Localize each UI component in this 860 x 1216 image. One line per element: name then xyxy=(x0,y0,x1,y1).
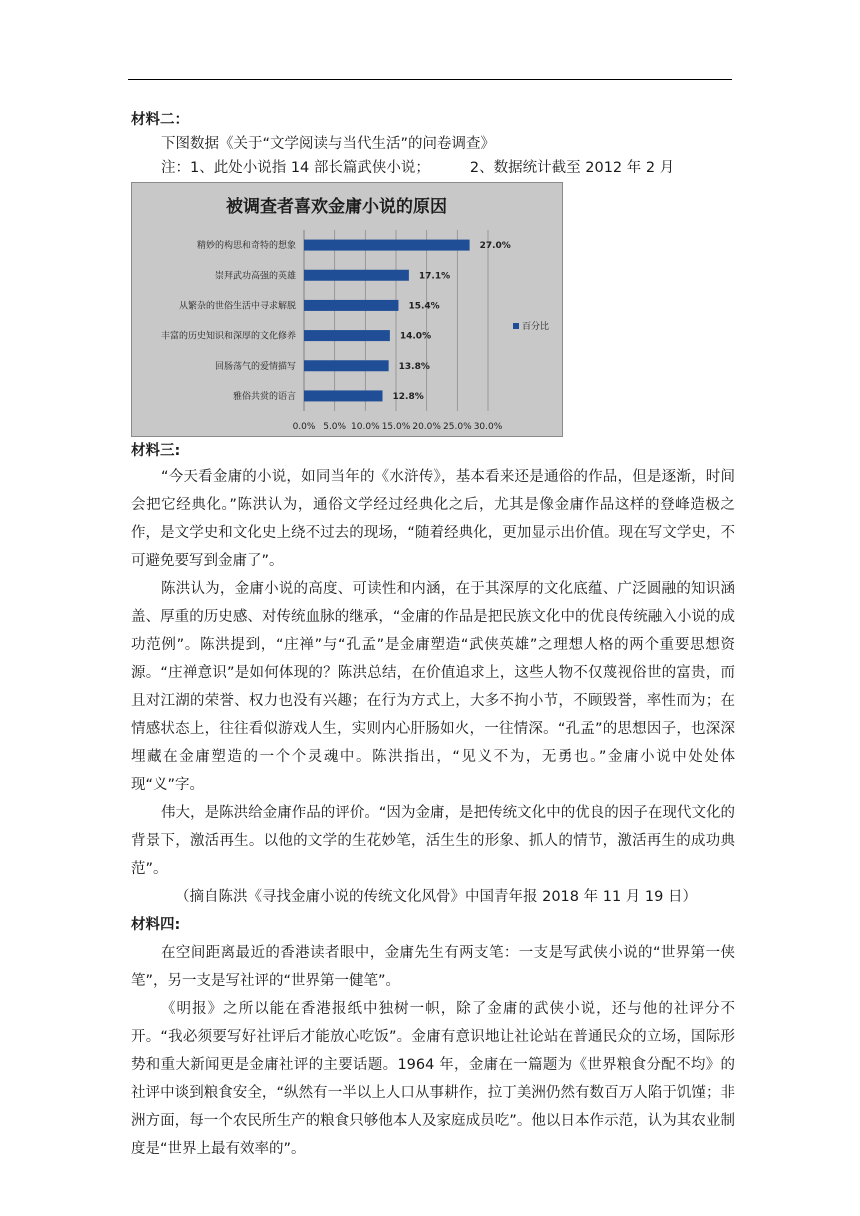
survey-chart xyxy=(131,182,563,437)
chart-x-tick-label: 15.0% xyxy=(381,422,411,432)
material2-heading: 材料二： xyxy=(131,112,189,128)
chart-category-label: 精妙的构思和奇特的想象 xyxy=(196,241,296,252)
chart-x-tick-label: 25.0% xyxy=(443,422,472,432)
legend-label: 百分比 xyxy=(522,322,550,332)
chart-category-label: 崇拜武功高强的英雄 xyxy=(214,271,296,282)
chart-bar xyxy=(304,390,383,401)
material2-intro: 下图数据《关于“文学阅读与当代生活”的问卷调查》 xyxy=(161,136,496,152)
chart-gridlines xyxy=(304,230,488,411)
material4-paragraph-1: 在空间距离最近的香港读者眼中，金庸先生有两支笔：一支是写武侠小说的“世界第一侠笔”，另一支是写社评的“世界第一健笔”。 xyxy=(131,945,735,989)
header-rule xyxy=(128,79,732,80)
material3-paragraph-1: “今天看金庸的小说，如同当年的《水浒传》，基本看来还是通俗的作品，但是逐渐，时间会把它经典化。”陈洪认为，通俗文学经过经典化之后，尤其是像金庸作品这样的登峰造极之作，是文学史和文化史上绕不过去的现场，“随着经典化，更加显示出价值。现在写文学史，不可避免要写到金庸了”。 xyxy=(131,469,735,569)
chart-data-label: 27.0% xyxy=(479,241,511,252)
chart-data-label: 15.4% xyxy=(408,301,440,312)
material2-note1: 注：1、此处小说指 14 部长篇武侠小说； xyxy=(161,160,430,176)
chart-data-label: 14.0% xyxy=(399,331,432,342)
material2-note2: 2、数据统计截至 2012 年 2 月 xyxy=(469,160,675,176)
chart-data-label: 13.8% xyxy=(398,361,430,372)
chart-bar xyxy=(304,330,390,341)
material4-paragraph-2: 《明报》之所以能在香港报纸中独树一帜，除了金庸的武侠小说，还与他的社评分不开。“我必须要写好社评后才能放心吃饭”。金庸有意识地让社论站在普通民众的立场，国际形势和重大新闻更是金庸社评的主要话题。1964 年，金庸在一篇题为《世界粮食分配不均》的社评中谈到粮食安全，“纵然有一半以上人口从事耕作，拉丁美洲仍然有数百万人陷于饥馑；非洲方面，每一个农民所生产的粮食只够他本人及家庭成员吃”。他以日本作示范，认为其农业制度是“世界上最有效率的”。 xyxy=(131,1001,735,1157)
chart-x-tick-label: 0.0% xyxy=(292,422,316,432)
chart-x-tick-label: 5.0% xyxy=(323,422,347,432)
chart-bar xyxy=(304,360,389,371)
chart-bars xyxy=(161,239,511,402)
chart-bar xyxy=(304,270,409,281)
material3-source: （摘自陈洪《寻找金庸小说的传统文化风骨》中国青年报 2018 年 11 月 19 日） xyxy=(175,889,697,905)
material3-paragraph-3: 伟大，是陈洪给金庸作品的评价。“因为金庸，是把传统文化中的优良的因子在现代文化的背景下，激活再生。以他的文学的生花妙笔，活生生的形象、抓人的情节，激活再生的成功典范”。 xyxy=(131,805,735,877)
chart-title: 被调查者喜欢金庸小说的原因 xyxy=(226,197,447,217)
chart-x-ticks xyxy=(293,422,503,432)
chart-x-tick-label: 20.0% xyxy=(412,422,441,432)
chart-category-label: 回肠荡气的爱情描写 xyxy=(214,361,296,372)
document-body xyxy=(131,108,735,1163)
chart-bar xyxy=(304,240,470,251)
chart-legend xyxy=(513,320,549,332)
chart-bar xyxy=(304,300,398,311)
survey-chart-svg xyxy=(132,183,564,438)
material3-heading: 材料三: xyxy=(131,443,181,459)
chart-category-label: 雅俗共赏的语言 xyxy=(232,391,296,402)
chart-x-tick-label: 10.0% xyxy=(351,422,380,432)
material3-paragraph-2: 陈洪认为，金庸小说的高度、可读性和内涵，在于其深厚的文化底蕴、广泛圆融的知识涵盖、厚重的历史感、对传统血脉的继承，“金庸的作品是把民族文化中的优良传统融入小说的成功范例”。陈洪提到，“庄禅”与“孔孟”是金庸塑造“武侠英雄”之理想人格的两个重要思想资源。“庄禅意识”是如何体现的？陈洪总结，在价值追求上，这些人物不仅蔑视俗世的富贵，而且对江湖的荣誉、权力也没有兴趣；在行为方式上，大多不拘小节，不顾毁誉，率性而为；在情感状态上，往往看似游戏人生，实则内心肝肠如火，一往情深。“孔孟”的思想因子，也深深埋藏在金庸塑造的一个个灵魂中。陈洪指出，“见义不为，无勇也。”金庸小说中处处体现“义”字。 xyxy=(131,581,735,793)
material4-heading: 材料四: xyxy=(131,917,181,933)
chart-data-label: 12.8% xyxy=(392,391,424,402)
material2-notes xyxy=(131,156,735,180)
chart-category-label: 从繁杂的世俗生活中寻求解脱 xyxy=(178,301,296,312)
chart-category-label: 丰富的历史知识和深厚的文化修养 xyxy=(160,331,296,342)
chart-data-label: 17.1% xyxy=(418,271,451,282)
legend-swatch xyxy=(513,323,519,329)
chart-x-tick-label: 30.0% xyxy=(473,422,503,432)
